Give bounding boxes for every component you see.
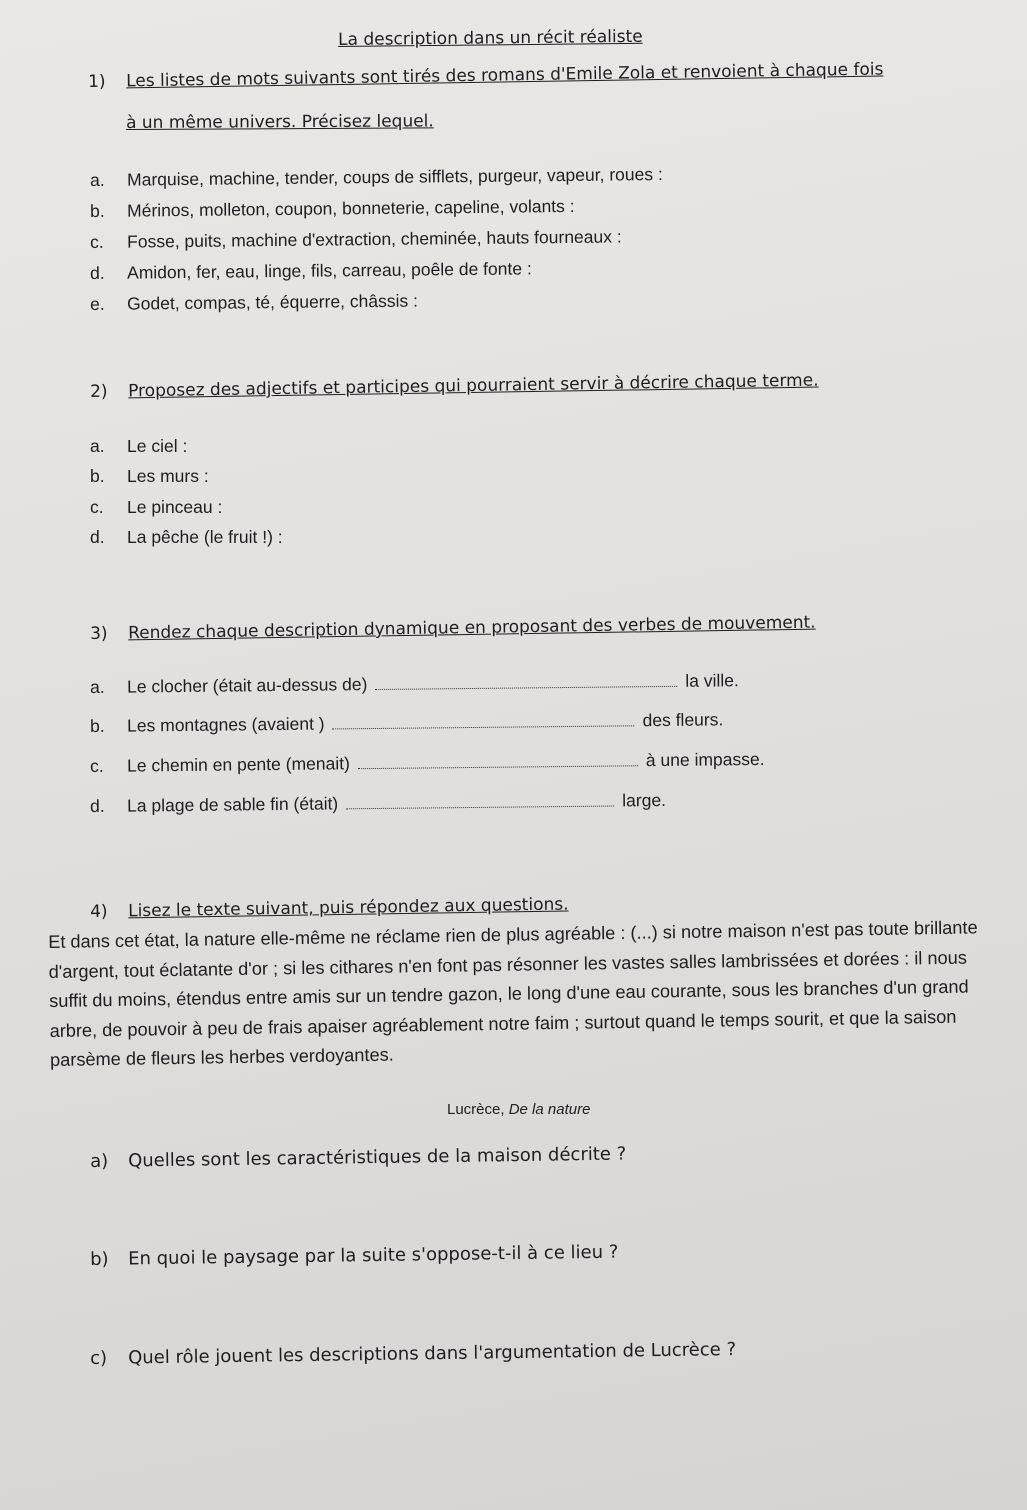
q2-item-a: a. Le ciel : [90, 436, 188, 456]
question-3-heading [90, 613, 816, 644]
reading-passage: Et dans cet état, la nature elle-même ne réclame rien de plus agréable : (...) si notre maison n'est pas toute brillante d'argent, tout éclatante d'or ; si les cithares n'en font pas résonner les vastes salles lambrissées et dorées : il nous suffit du moins, étendus entre amis sur un tendre gazon, le long d'une eau courante, sous les branches d'un grand arbre, de pouvoir à peu de frais apaiser agréablement notre faim ; surtout quand le temps sourit, et que la saison parsème de fleurs les herbes verdoyantes. [48, 917, 978, 1070]
question-1-heading-continued [126, 111, 434, 133]
q3-item-a: a. Le clocher (était au-dessus de) la ville. [90, 670, 739, 697]
source-title: De la nature [508, 1101, 591, 1118]
q2-item-b: b. Les murs : [90, 466, 209, 486]
q1-item-e: e. Godet, compas, té, équerre, châssis : [90, 290, 419, 314]
q3-item-b: b. Les montagnes (avaient ) des fleurs. [90, 709, 724, 736]
q3-answer-blank-d[interactable] [346, 792, 614, 810]
question-1-line-2: à un même univers. Précisez lequel. [126, 111, 434, 133]
q1-item-b: b. Mérinos, molleton, coupon, bonneterie, capeline, volants : [90, 195, 575, 221]
page-title: La description dans un récit réaliste [338, 26, 643, 50]
source-author: Lucrèce, [447, 1101, 505, 1118]
q1-item-a: a. Marquise, machine, tender, coups de sifflets, purgeur, vapeur, roues : [90, 164, 663, 190]
q2-item-d: d. La pêche (le fruit !) : [90, 527, 283, 547]
question-1-number: 1) [88, 71, 106, 92]
question-2-heading [90, 371, 819, 402]
question-2-text: Proposez des adjectifs et participes qui pourraient servir à décrire chaque terme. [127, 370, 819, 402]
q1-item-d: d. Amidon, fer, eau, linge, fils, carreau, poêle de fonte : [90, 258, 532, 283]
q3-item-c: c. Le chemin en pente (menait) à une impasse. [90, 748, 765, 776]
q3-answer-blank-b[interactable] [332, 711, 634, 729]
question-4-text: Lisez le texte suivant, puis répondez aux questions. [127, 894, 569, 922]
q4-question-a: a) Quelles sont les caractéristiques de la maison décrite ? [90, 1143, 627, 1172]
question-1-line-1: Les listes de mots suivants sont tirés des romans d'Emile Zola et renvoient à chaque fois [125, 59, 884, 92]
question-1-heading [88, 60, 884, 92]
q3-answer-blank-a[interactable] [375, 672, 677, 690]
q4-question-b: b) En quoi le paysage par la suite s'oppose-t-il à ce lieu ? [90, 1241, 619, 1270]
q1-item-c: c. Fosse, puits, machine d'extraction, cheminée, hauts fourneaux : [90, 226, 622, 252]
q4-question-c: c) Quel rôle jouent les descriptions dans l'argumentation de Lucrèce ? [90, 1338, 737, 1369]
question-2-number: 2) [90, 381, 108, 402]
q3-answer-blank-c[interactable] [358, 751, 638, 769]
question-4-heading [90, 894, 569, 922]
question-4-number: 4) [90, 901, 108, 922]
passage-source [447, 1101, 590, 1118]
question-3-number: 3) [90, 623, 108, 644]
q3-item-d: d. La plage de sable fin (était) large. [90, 789, 667, 816]
q2-item-c: c. Le pinceau : [90, 497, 223, 517]
question-3-text: Rendez chaque description dynamique en proposant des verbes de mouvement. [127, 612, 816, 644]
